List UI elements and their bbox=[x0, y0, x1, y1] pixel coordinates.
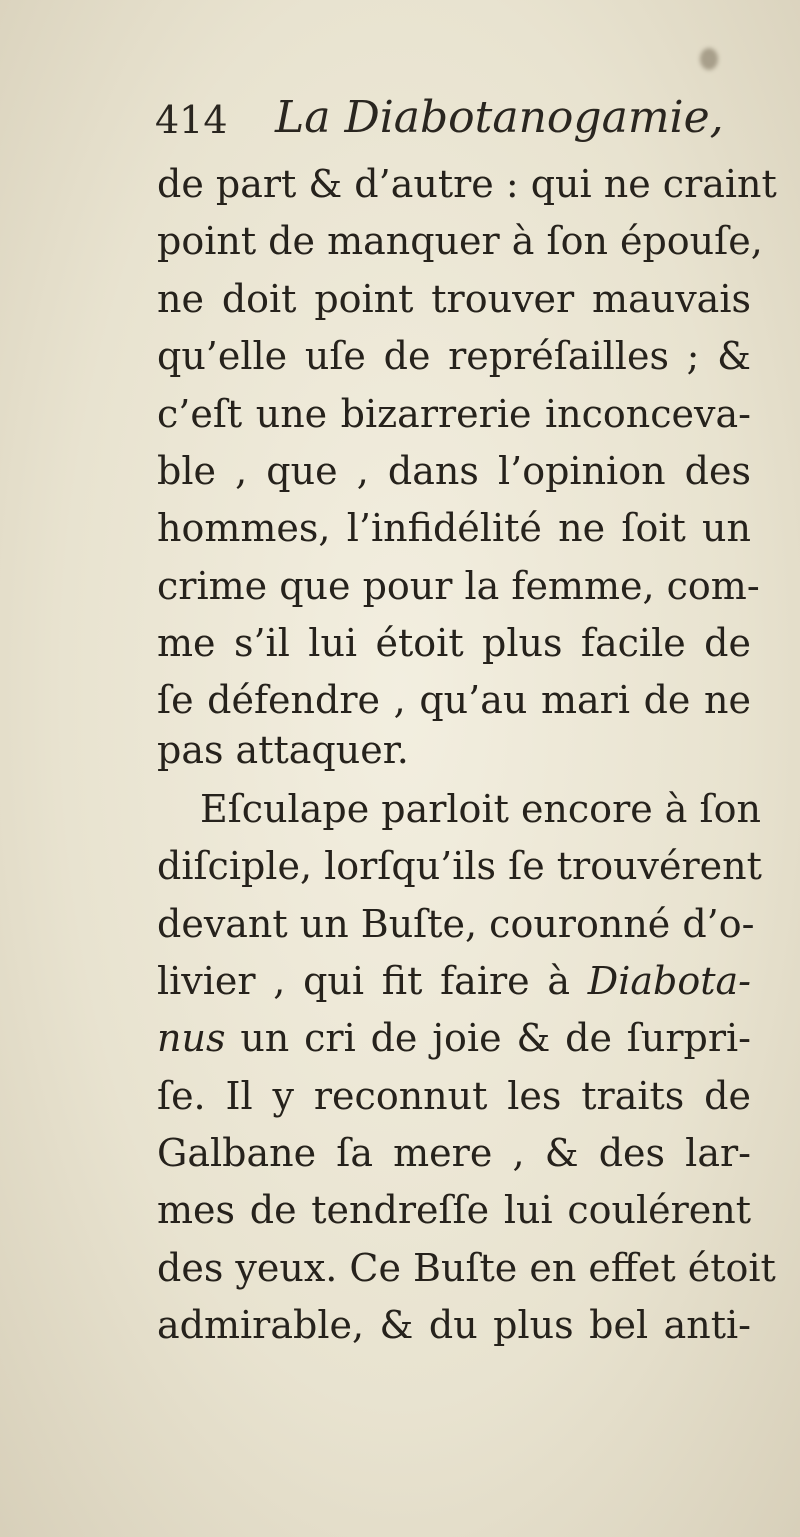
text-line: hommes, l’infidélité ne ſoit un bbox=[157, 506, 751, 550]
text-line: mes de tendreſſe lui coulérent bbox=[157, 1188, 751, 1232]
text-line: point de manquer à ſon épouſe, bbox=[157, 219, 763, 263]
italic-name: Diabota- bbox=[587, 959, 751, 1003]
line-text: un cri de joie & de ſurpri- bbox=[225, 1016, 751, 1060]
text-line: de part & d’autre : qui ne craint bbox=[157, 162, 777, 206]
text-line: qu’elle uſe de repréſailles ; & bbox=[157, 334, 751, 378]
text-line: ſe défendre , qu’au mari de ne bbox=[157, 678, 751, 722]
page-number: 414 bbox=[155, 98, 228, 142]
italic-name-end: nus bbox=[157, 1016, 226, 1060]
text-line: me s’il lui étoit plus facile de bbox=[157, 621, 751, 665]
text-line: ble , que , dans l’opinion des bbox=[157, 449, 751, 493]
line-text: livier , qui fit faire à bbox=[157, 959, 588, 1003]
text-line: Galbane ſa mere , & des lar- bbox=[157, 1131, 751, 1175]
text-line: ne doit point trouver mauvais bbox=[157, 277, 751, 321]
text-line: devant un Buſte, couronné d’o- bbox=[157, 902, 755, 946]
text-line: c’eſt une bizarrerie inconceva- bbox=[157, 392, 751, 436]
running-title: La Diabotanogamie, bbox=[275, 92, 724, 143]
text-line: admirable, & du plus bel anti- bbox=[157, 1303, 751, 1347]
text-line-with-italic bbox=[157, 1012, 751, 1064]
text-line: pas attaquer. bbox=[157, 728, 409, 772]
text-line: des yeux. Ce Buſte en effet étoit bbox=[157, 1246, 776, 1290]
text-line-with-italic bbox=[157, 955, 751, 1007]
text-line: diſciple, lorſqu’ils ſe trouvérent bbox=[157, 844, 762, 888]
text-line: crime que pour la femme, com- bbox=[157, 564, 760, 608]
paragraph-first-line: Eſculape parloit encore à ſon bbox=[200, 787, 761, 831]
text-line: ſe. Il y reconnut les traits de bbox=[157, 1074, 751, 1118]
